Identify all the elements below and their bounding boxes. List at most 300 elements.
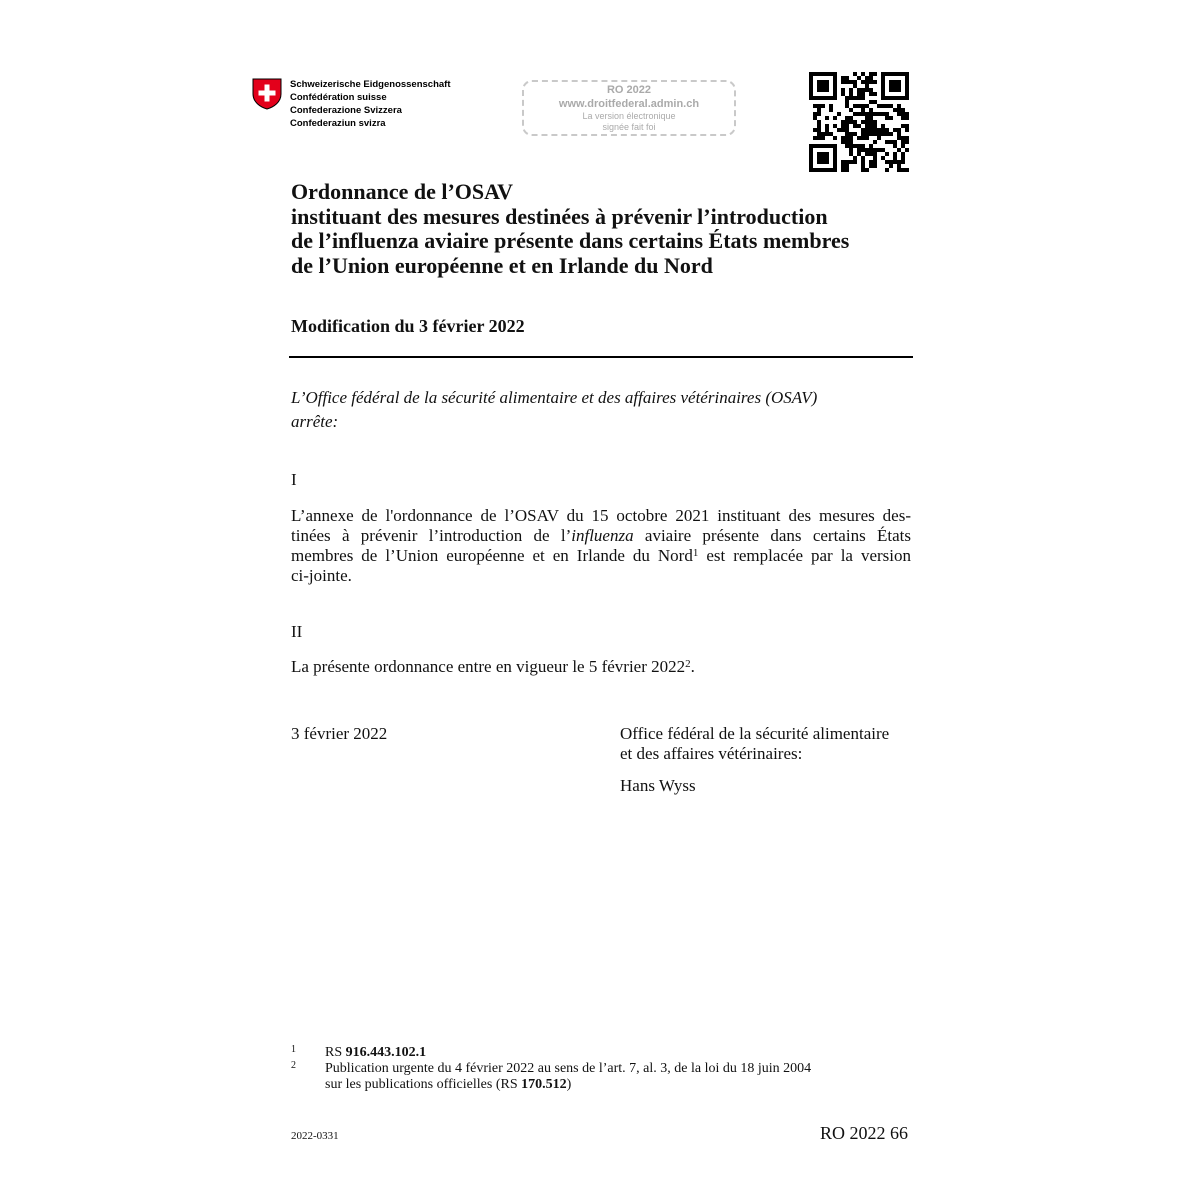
qr-module bbox=[849, 144, 853, 148]
qr-code-icon[interactable] bbox=[809, 72, 909, 172]
qr-module bbox=[841, 140, 845, 144]
qr-module bbox=[809, 92, 813, 96]
qr-module bbox=[833, 160, 837, 164]
qr-module bbox=[809, 84, 813, 88]
qr-module bbox=[849, 80, 853, 84]
qr-module bbox=[857, 88, 861, 92]
footnote-ref-2[interactable]: 2 bbox=[685, 658, 691, 670]
qr-module bbox=[853, 124, 857, 128]
qr-module bbox=[905, 88, 909, 92]
qr-module bbox=[889, 88, 893, 92]
qr-module bbox=[865, 76, 869, 80]
qr-module bbox=[817, 136, 821, 140]
paragraph-line: ci-jointe. bbox=[291, 566, 352, 585]
qr-module bbox=[905, 148, 909, 152]
qr-module bbox=[821, 88, 825, 92]
qr-module bbox=[889, 84, 893, 88]
qr-module bbox=[857, 144, 861, 148]
qr-module bbox=[865, 124, 869, 128]
qr-module bbox=[901, 160, 905, 164]
qr-module bbox=[849, 152, 853, 156]
qr-module bbox=[877, 132, 881, 136]
qr-module bbox=[873, 120, 877, 124]
qr-module bbox=[893, 156, 897, 160]
text-run: . bbox=[690, 657, 695, 676]
footnote-number: 1 bbox=[291, 1044, 296, 1055]
qr-module bbox=[821, 96, 825, 100]
qr-module bbox=[845, 144, 849, 148]
qr-module bbox=[841, 136, 845, 140]
qr-module bbox=[829, 144, 833, 148]
qr-module bbox=[901, 140, 905, 144]
qr-module bbox=[873, 112, 877, 116]
qr-module bbox=[845, 136, 849, 140]
qr-module bbox=[869, 148, 873, 152]
qr-module bbox=[901, 144, 905, 148]
qr-module bbox=[877, 112, 881, 116]
qr-module bbox=[837, 128, 841, 132]
qr-module bbox=[873, 128, 877, 132]
qr-module bbox=[869, 112, 873, 116]
qr-module bbox=[841, 80, 845, 84]
qr-module bbox=[873, 152, 877, 156]
qr-module bbox=[889, 164, 893, 168]
section-ii-paragraph bbox=[291, 657, 911, 677]
qr-module bbox=[893, 144, 897, 148]
qr-module bbox=[833, 96, 837, 100]
qr-module bbox=[869, 120, 873, 124]
qr-module bbox=[821, 156, 825, 160]
qr-module bbox=[861, 148, 865, 152]
qr-module bbox=[885, 72, 889, 76]
qr-module bbox=[873, 80, 877, 84]
footnotes bbox=[291, 1045, 811, 1093]
qr-module bbox=[817, 156, 821, 160]
qr-module bbox=[885, 128, 889, 132]
qr-module bbox=[849, 136, 853, 140]
confederation-name bbox=[290, 78, 451, 130]
qr-module bbox=[869, 152, 873, 156]
footnote-ref-1[interactable]: 1 bbox=[692, 547, 699, 559]
signature-date: 3 février 2022 bbox=[291, 724, 388, 743]
qr-module bbox=[901, 136, 905, 140]
qr-module bbox=[869, 92, 873, 96]
swiss-cross-icon bbox=[252, 78, 282, 110]
qr-module bbox=[881, 96, 885, 100]
office-line: et des affaires vétérinaires: bbox=[620, 744, 803, 763]
qr-module bbox=[833, 168, 837, 172]
qr-module bbox=[829, 168, 833, 172]
qr-module bbox=[821, 136, 825, 140]
qr-module bbox=[873, 132, 877, 136]
qr-module bbox=[873, 156, 877, 160]
qr-module bbox=[853, 104, 857, 108]
qr-module bbox=[853, 112, 857, 116]
qr-module bbox=[825, 80, 829, 84]
text-run: tinées à prévenir l’introduction de l’ bbox=[291, 526, 572, 545]
qr-module bbox=[817, 144, 821, 148]
italic-term: influenza bbox=[571, 526, 634, 545]
qr-module bbox=[873, 124, 877, 128]
qr-module bbox=[833, 156, 837, 160]
qr-module bbox=[829, 104, 833, 108]
qr-module bbox=[885, 104, 889, 108]
qr-module bbox=[813, 136, 817, 140]
qr-module bbox=[873, 160, 877, 164]
qr-module bbox=[889, 72, 893, 76]
qr-module bbox=[861, 160, 865, 164]
qr-module bbox=[873, 148, 877, 152]
qr-module bbox=[841, 124, 845, 128]
qr-module bbox=[897, 108, 901, 112]
text-run: sur les publications officielles (RS bbox=[325, 1077, 522, 1092]
qr-module bbox=[905, 128, 909, 132]
document-number: 2022-0331 bbox=[291, 1130, 339, 1142]
qr-module bbox=[829, 72, 833, 76]
qr-module bbox=[821, 144, 825, 148]
qr-module bbox=[869, 160, 873, 164]
qr-module bbox=[873, 100, 877, 104]
qr-module bbox=[861, 72, 865, 76]
qr-module bbox=[901, 96, 905, 100]
qr-module bbox=[845, 168, 849, 172]
qr-module bbox=[893, 72, 897, 76]
qr-module bbox=[897, 72, 901, 76]
qr-module bbox=[905, 136, 909, 140]
qr-module bbox=[821, 72, 825, 76]
qr-module bbox=[861, 120, 865, 124]
qr-module bbox=[897, 112, 901, 116]
qr-module bbox=[881, 148, 885, 152]
qr-module bbox=[885, 112, 889, 116]
qr-module bbox=[853, 84, 857, 88]
qr-module bbox=[809, 88, 813, 92]
qr-module bbox=[817, 72, 821, 76]
qr-module bbox=[869, 100, 873, 104]
qr-module bbox=[873, 140, 877, 144]
qr-module bbox=[905, 112, 909, 116]
qr-module bbox=[877, 148, 881, 152]
stamp-line-version: La version électronique bbox=[582, 111, 676, 121]
qr-module bbox=[817, 96, 821, 100]
qr-module bbox=[813, 116, 817, 120]
qr-module bbox=[861, 92, 865, 96]
qr-module bbox=[861, 156, 865, 160]
title-line: Ordonnance de l’OSAV bbox=[291, 179, 514, 204]
qr-module bbox=[905, 116, 909, 120]
rs-reference: 170.512 bbox=[521, 1077, 567, 1092]
qr-module bbox=[853, 144, 857, 148]
text-run: Publication urgente du 4 février 2022 au sens de l’art. 7, al. 3, de la loi du 18 juin 2004 bbox=[325, 1061, 812, 1076]
qr-module bbox=[849, 140, 853, 144]
qr-module bbox=[829, 96, 833, 100]
stamp-line-authoritative: signée fait foi bbox=[602, 122, 656, 132]
qr-module bbox=[893, 128, 897, 132]
qr-module bbox=[861, 132, 865, 136]
qr-module bbox=[825, 116, 829, 120]
qr-module bbox=[821, 168, 825, 172]
text-run: RS bbox=[325, 1045, 346, 1060]
qr-module bbox=[869, 164, 873, 168]
qr-module bbox=[849, 132, 853, 136]
qr-module bbox=[873, 92, 877, 96]
qr-module bbox=[825, 152, 829, 156]
section-heading-i: I bbox=[291, 470, 297, 489]
qr-module bbox=[809, 144, 813, 148]
qr-module bbox=[901, 72, 905, 76]
qr-module bbox=[817, 160, 821, 164]
qr-module bbox=[861, 168, 865, 172]
title-line: instituant des mesures destinées à prévenir l’introduction bbox=[291, 203, 828, 229]
qr-module bbox=[869, 128, 873, 132]
qr-module bbox=[865, 112, 869, 116]
paragraph-line bbox=[291, 546, 911, 566]
qr-module bbox=[833, 116, 837, 120]
qr-module bbox=[897, 88, 901, 92]
qr-module bbox=[893, 80, 897, 84]
qr-module bbox=[881, 112, 885, 116]
qr-module bbox=[865, 152, 869, 156]
qr-module bbox=[885, 152, 889, 156]
qr-module bbox=[821, 152, 825, 156]
qr-module bbox=[813, 96, 817, 100]
qr-module bbox=[809, 152, 813, 156]
qr-module bbox=[893, 88, 897, 92]
qr-module bbox=[865, 84, 869, 88]
qr-module bbox=[861, 80, 865, 84]
qr-module bbox=[817, 152, 821, 156]
qr-module bbox=[853, 132, 857, 136]
qr-module bbox=[841, 160, 845, 164]
qr-module bbox=[885, 168, 889, 172]
qr-module bbox=[825, 88, 829, 92]
qr-module bbox=[865, 128, 869, 132]
qr-module bbox=[825, 160, 829, 164]
qr-module bbox=[873, 164, 877, 168]
qr-module bbox=[845, 132, 849, 136]
qr-module bbox=[817, 108, 821, 112]
qr-module bbox=[833, 136, 837, 140]
qr-module bbox=[881, 88, 885, 92]
qr-module bbox=[841, 120, 845, 124]
qr-module bbox=[849, 92, 853, 96]
qr-module bbox=[809, 80, 813, 84]
qr-module bbox=[825, 84, 829, 88]
qr-module bbox=[817, 88, 821, 92]
qr-module bbox=[905, 92, 909, 96]
qr-module bbox=[893, 84, 897, 88]
qr-module bbox=[905, 80, 909, 84]
qr-module bbox=[869, 88, 873, 92]
qr-module bbox=[833, 152, 837, 156]
qr-module bbox=[825, 124, 829, 128]
qr-module bbox=[853, 160, 857, 164]
qr-module bbox=[813, 144, 817, 148]
qr-module bbox=[845, 100, 849, 104]
qr-module bbox=[829, 132, 833, 136]
qr-module bbox=[865, 120, 869, 124]
qr-module bbox=[869, 108, 873, 112]
qr-module bbox=[833, 76, 837, 80]
text-run: aviaire présente dans certains États bbox=[633, 526, 911, 545]
qr-module bbox=[833, 88, 837, 92]
paragraph-line: L’annexe de l'ordonnance de l’OSAV du 15 octobre 2021 instituant des mesures des- bbox=[291, 506, 911, 525]
qr-module bbox=[861, 88, 865, 92]
qr-module bbox=[841, 88, 845, 92]
qr-module bbox=[869, 72, 873, 76]
qr-module bbox=[877, 128, 881, 132]
qr-module bbox=[905, 168, 909, 172]
qr-module bbox=[825, 156, 829, 160]
qr-module bbox=[825, 168, 829, 172]
qr-module bbox=[861, 164, 865, 168]
qr-module bbox=[901, 152, 905, 156]
qr-module bbox=[905, 72, 909, 76]
qr-module bbox=[841, 92, 845, 96]
qr-module bbox=[861, 96, 865, 100]
qr-module bbox=[817, 128, 821, 132]
qr-module bbox=[889, 140, 893, 144]
qr-module bbox=[897, 164, 901, 168]
qr-module bbox=[865, 132, 869, 136]
qr-module bbox=[893, 160, 897, 164]
paragraph-line bbox=[291, 657, 911, 677]
qr-module bbox=[877, 104, 881, 108]
qr-module bbox=[853, 72, 857, 76]
official-compilation-ref: RO 2022 66 bbox=[820, 1123, 909, 1143]
qr-module bbox=[857, 124, 861, 128]
qr-module bbox=[809, 76, 813, 80]
qr-module bbox=[845, 140, 849, 144]
qr-module bbox=[877, 136, 881, 140]
qr-module bbox=[853, 96, 857, 100]
text-run: est remplacée par la version bbox=[698, 546, 911, 565]
qr-module bbox=[817, 168, 821, 172]
qr-module bbox=[849, 116, 853, 120]
qr-module bbox=[897, 80, 901, 84]
signing-office bbox=[620, 724, 889, 764]
qr-module bbox=[865, 116, 869, 120]
qr-module bbox=[849, 108, 853, 112]
qr-module bbox=[901, 124, 905, 128]
qr-module bbox=[841, 168, 845, 172]
qr-module bbox=[845, 164, 849, 168]
qr-module bbox=[845, 128, 849, 132]
qr-module bbox=[885, 96, 889, 100]
qr-module bbox=[857, 96, 861, 100]
page-title bbox=[291, 180, 931, 278]
qr-module bbox=[845, 160, 849, 164]
qr-module bbox=[841, 164, 845, 168]
qr-module bbox=[821, 132, 825, 136]
qr-module bbox=[817, 104, 821, 108]
qr-module bbox=[849, 88, 853, 92]
qr-module bbox=[845, 124, 849, 128]
qr-module bbox=[861, 112, 865, 116]
qr-module bbox=[881, 92, 885, 96]
qr-module bbox=[857, 104, 861, 108]
qr-module bbox=[861, 104, 865, 108]
qr-module bbox=[897, 168, 901, 172]
paragraph-line bbox=[291, 526, 911, 546]
signer-name: Hans Wyss bbox=[620, 776, 696, 795]
title-line: de l’influenza aviaire présente dans certains États membres bbox=[291, 228, 850, 253]
qr-module bbox=[865, 80, 869, 84]
qr-module bbox=[849, 148, 853, 152]
qr-module bbox=[813, 128, 817, 132]
qr-module bbox=[901, 108, 905, 112]
qr-module bbox=[825, 144, 829, 148]
qr-module bbox=[869, 116, 873, 120]
qr-module bbox=[809, 156, 813, 160]
qr-module bbox=[845, 80, 849, 84]
qr-module bbox=[889, 160, 893, 164]
qr-module bbox=[881, 104, 885, 108]
qr-module bbox=[865, 136, 869, 140]
text-run: ) bbox=[566, 1077, 572, 1092]
qr-module bbox=[857, 112, 861, 116]
qr-module bbox=[865, 148, 869, 152]
qr-module bbox=[893, 96, 897, 100]
qr-module bbox=[889, 116, 893, 120]
qr-module bbox=[845, 104, 849, 108]
text-run: membres de l’Union européenne et en Irlande du Nord bbox=[291, 546, 693, 565]
qr-module bbox=[901, 112, 905, 116]
rs-reference: 916.443.102.1 bbox=[345, 1045, 427, 1060]
qr-module bbox=[881, 124, 885, 128]
qr-module bbox=[901, 116, 905, 120]
qr-module bbox=[861, 128, 865, 132]
qr-module bbox=[869, 124, 873, 128]
qr-module bbox=[841, 76, 845, 80]
qr-module bbox=[897, 136, 901, 140]
qr-module bbox=[901, 168, 905, 172]
qr-module bbox=[893, 152, 897, 156]
qr-module bbox=[881, 72, 885, 76]
qr-module bbox=[853, 120, 857, 124]
footnote-number: 2 bbox=[291, 1060, 296, 1071]
qr-module bbox=[813, 104, 817, 108]
qr-module bbox=[841, 128, 845, 132]
qr-module bbox=[897, 104, 901, 108]
qr-module bbox=[889, 104, 893, 108]
qr-module bbox=[813, 72, 817, 76]
qr-module bbox=[837, 112, 841, 116]
qr-module bbox=[821, 104, 825, 108]
qr-module bbox=[845, 116, 849, 120]
qr-module bbox=[817, 124, 821, 128]
qr-module bbox=[857, 148, 861, 152]
qr-module bbox=[813, 112, 817, 116]
qr-module bbox=[905, 140, 909, 144]
office-line: Office fédéral de la sécurité alimentaire bbox=[620, 724, 890, 743]
qr-module bbox=[809, 96, 813, 100]
qr-module bbox=[901, 156, 905, 160]
qr-module bbox=[881, 84, 885, 88]
footnote-2 bbox=[291, 1061, 811, 1093]
qr-module bbox=[817, 84, 821, 88]
qr-module bbox=[897, 160, 901, 164]
qr-module bbox=[869, 76, 873, 80]
qr-module bbox=[889, 132, 893, 136]
qr-module bbox=[821, 84, 825, 88]
qr-module bbox=[853, 80, 857, 84]
qr-module bbox=[897, 96, 901, 100]
qr-module bbox=[857, 136, 861, 140]
qr-module bbox=[861, 144, 865, 148]
qr-module bbox=[885, 140, 889, 144]
qr-module bbox=[833, 80, 837, 84]
